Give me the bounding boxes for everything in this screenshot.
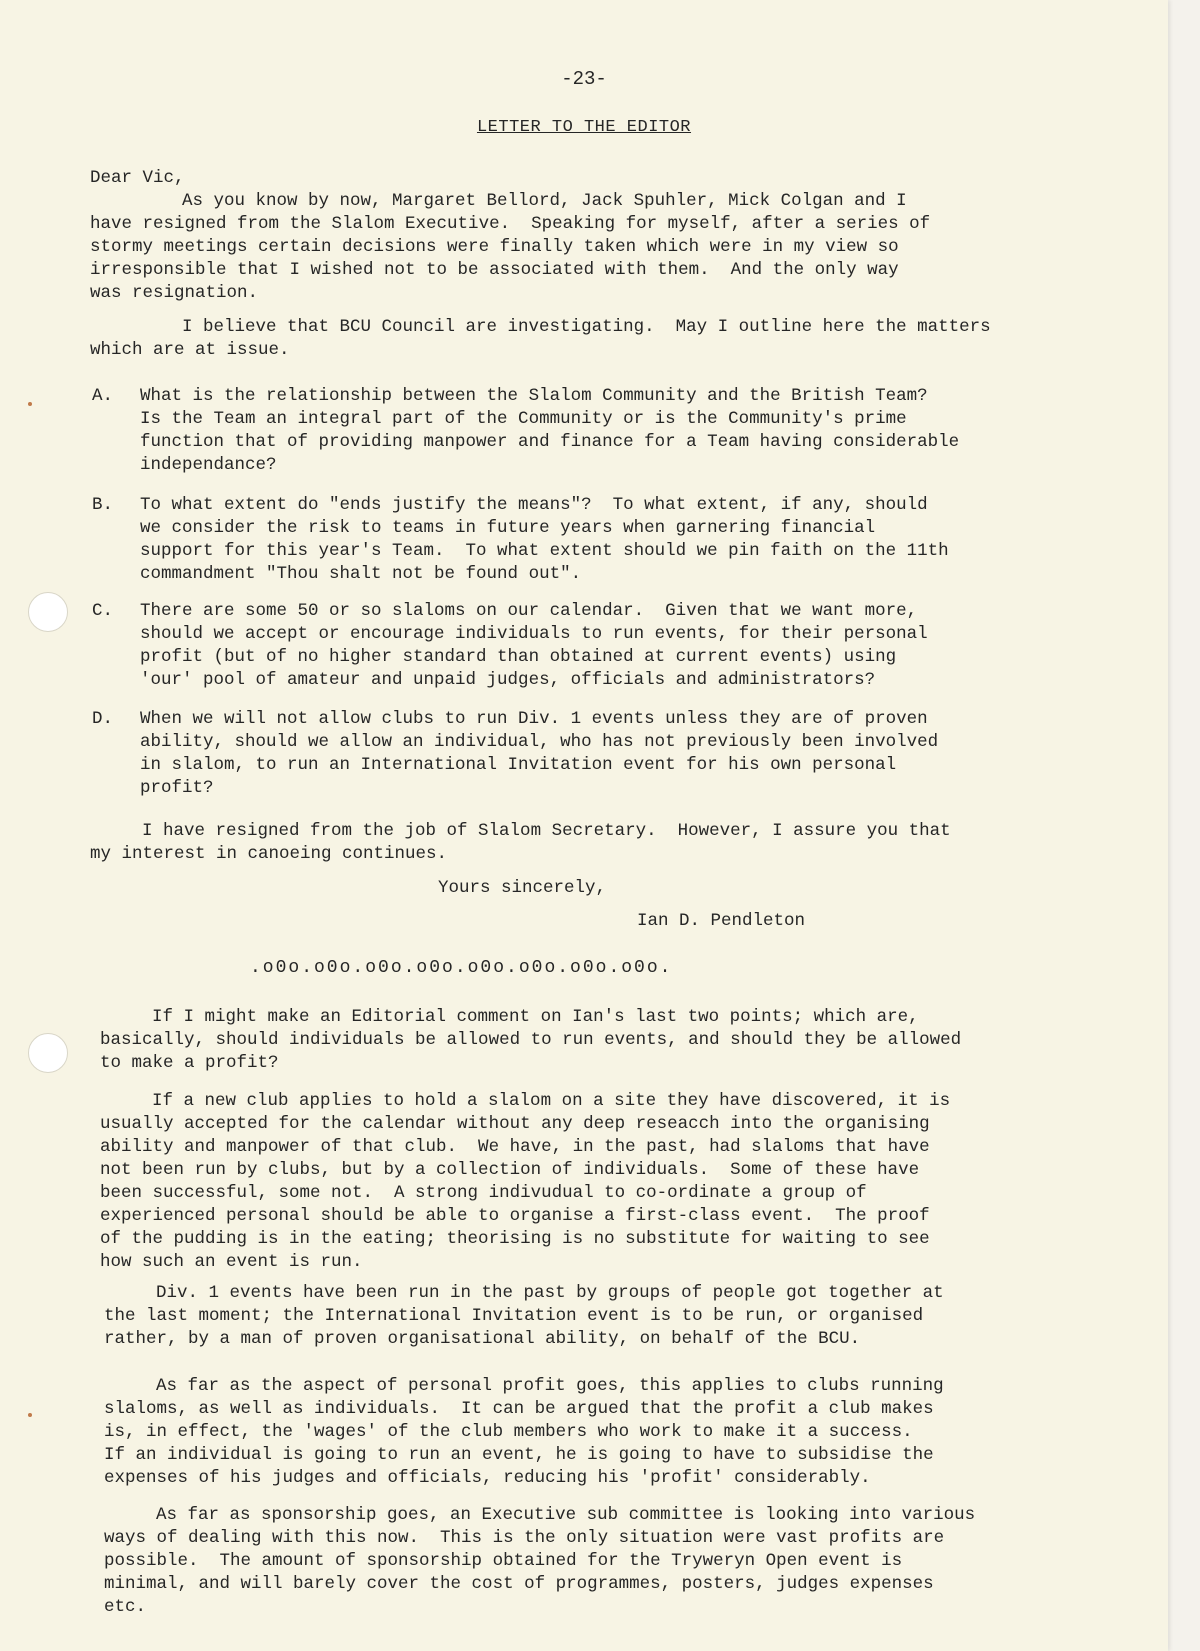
text-line: ability, should we allow an individual, who has not previously been involved xyxy=(140,732,939,752)
page-title: LETTER TO THE EDITOR xyxy=(476,118,692,137)
text-line: I believe that BCU Council are investigating. May I outline here the matters xyxy=(182,317,991,337)
signoff: Yours sincerely, xyxy=(438,878,607,898)
text-line: is, in effect, the 'wages' of the club members who work to make it a success. xyxy=(104,1422,913,1442)
text-line: been successful, some not. A strong indivudual to co-ordinate a group of xyxy=(100,1183,867,1203)
text-line: rather, by a man of proven organisational ability, on behalf of the BCU. xyxy=(104,1329,861,1349)
signature: Ian D. Pendleton xyxy=(637,911,806,931)
punch-hole xyxy=(28,1033,68,1073)
text-line: the last moment; the International Invitation event is to be run, or organised xyxy=(104,1306,924,1326)
text-line: I have resigned from the job of Slalom Secretary. However, I assure you that xyxy=(142,821,951,841)
text-line: profit (but of no higher standard than obtained at current events) using xyxy=(140,647,897,667)
text-line: expenses of his judges and officials, reducing his 'profit' considerably. xyxy=(104,1468,871,1488)
letter-paragraph-1 xyxy=(90,190,1110,305)
letter-paragraph-3 xyxy=(90,820,1110,866)
list-item xyxy=(92,600,1092,692)
text-line: Is the Team an integral part of the Community or is the Community's prime xyxy=(140,409,907,429)
item-label: B. xyxy=(92,495,114,515)
text-line: should we accept or encourage individuals to run events, for their personal xyxy=(140,624,928,644)
text-line: etc. xyxy=(104,1597,147,1617)
text-line: commandment "Thou shalt not be found out". xyxy=(140,564,582,584)
list-item xyxy=(92,494,1092,586)
text-line: What is the relationship between the Slalom Community and the British Team? xyxy=(140,386,928,406)
salutation: Dear Vic, xyxy=(90,168,185,188)
text-line: To what extent do "ends justify the means"? To what extent, if any, should xyxy=(140,495,928,515)
text-line: function that of providing manpower and finance for a Team having considerable xyxy=(140,432,960,452)
text-line: As you know by now, Margaret Bellord, Jack Spuhler, Mick Colgan and I xyxy=(182,191,907,211)
text-line: we consider the risk to teams in future years when garnering financial xyxy=(140,518,876,538)
item-label: D. xyxy=(92,709,114,729)
editorial-paragraph-5 xyxy=(104,1504,1124,1619)
list-item xyxy=(92,708,1092,800)
text-line: usually accepted for the calendar without any deep reseacch into the organising xyxy=(100,1114,930,1134)
text-line: If an individual is going to run an event, he is going to have to subsidise the xyxy=(104,1445,934,1465)
text-line: irresponsible that I wished not to be associated with them. And the only way xyxy=(90,260,899,280)
item-label: A. xyxy=(92,386,114,406)
margin-mark xyxy=(28,402,32,406)
list-item xyxy=(92,385,1092,477)
punch-hole xyxy=(28,592,68,632)
text-line: ways of dealing with this now. This is the only situation were vast profits are xyxy=(104,1528,945,1548)
page-number: -23- xyxy=(561,68,607,90)
text-line: possible. The amount of sponsorship obtained for the Tryweryn Open event is xyxy=(104,1551,903,1571)
text-line: my interest in canoeing continues. xyxy=(90,844,448,864)
text-line: how such an event is run. xyxy=(100,1252,363,1272)
text-line: to make a profit? xyxy=(100,1053,279,1073)
text-line: of the pudding is in the eating; theorising is no substitute for waiting to see xyxy=(100,1229,930,1249)
text-line: stormy meetings certain decisions were finally taken which were in my view so xyxy=(90,237,899,257)
text-line: which are at issue. xyxy=(90,340,290,360)
text-line: As far as the aspect of personal profit goes, this applies to clubs running xyxy=(156,1376,944,1396)
text-line: ability and manpower of that club. We have, in the past, had slaloms that have xyxy=(100,1137,930,1157)
text-line: profit? xyxy=(140,778,214,798)
text-line: not been run by clubs, but by a collection of individuals. Some of these have xyxy=(100,1160,920,1180)
text-line: As far as sponsorship goes, an Executive sub committee is looking into various xyxy=(156,1505,976,1525)
text-line: basically, should individuals be allowed to run events, and should they be allowed xyxy=(100,1030,962,1050)
text-line: Div. 1 events have been run in the past by groups of people got together at xyxy=(156,1283,944,1303)
margin-mark xyxy=(28,1413,32,1417)
text-line: support for this year's Team. To what extent should we pin faith on the 11th xyxy=(140,541,949,561)
text-line: was resignation. xyxy=(90,283,259,303)
editorial-paragraph-3 xyxy=(104,1282,1124,1351)
editorial-paragraph-4 xyxy=(104,1375,1124,1490)
editorial-paragraph-2 xyxy=(100,1090,1120,1274)
text-line: There are some 50 or so slaloms on our calendar. Given that we want more, xyxy=(140,601,918,621)
text-line: minimal, and will barely cover the cost of programmes, posters, judges expenses xyxy=(104,1574,934,1594)
text-line: slaloms, as well as individuals. It can be argued that the profit a club makes xyxy=(104,1399,934,1419)
text-line: If I might make an Editorial comment on Ian's last two points; which are, xyxy=(152,1007,919,1027)
editorial-paragraph-1 xyxy=(100,1006,1120,1075)
text-line: 'our' pool of amateur and unpaid judges, officials and administrators? xyxy=(140,670,876,690)
text-line: have resigned from the Slalom Executive. Speaking for myself, after a series of xyxy=(90,214,931,234)
text-line: in slalom, to run an International Invitation event for his own personal xyxy=(140,755,897,775)
text-line: When we will not allow clubs to run Div. 1 events unless they are of proven xyxy=(140,709,928,729)
letter-paragraph-2 xyxy=(90,316,1110,362)
text-line: If a new club applies to hold a slalom on a site they have discovered, it is xyxy=(152,1091,951,1111)
text-line: independance? xyxy=(140,455,277,475)
text-line: experienced personal should be able to organise a first-class event. The proof xyxy=(100,1206,930,1226)
section-divider: .o0o.o0o.o0o.o0o.o0o.o0o.o0o.o0o. xyxy=(250,958,673,978)
item-label: C. xyxy=(92,601,114,621)
